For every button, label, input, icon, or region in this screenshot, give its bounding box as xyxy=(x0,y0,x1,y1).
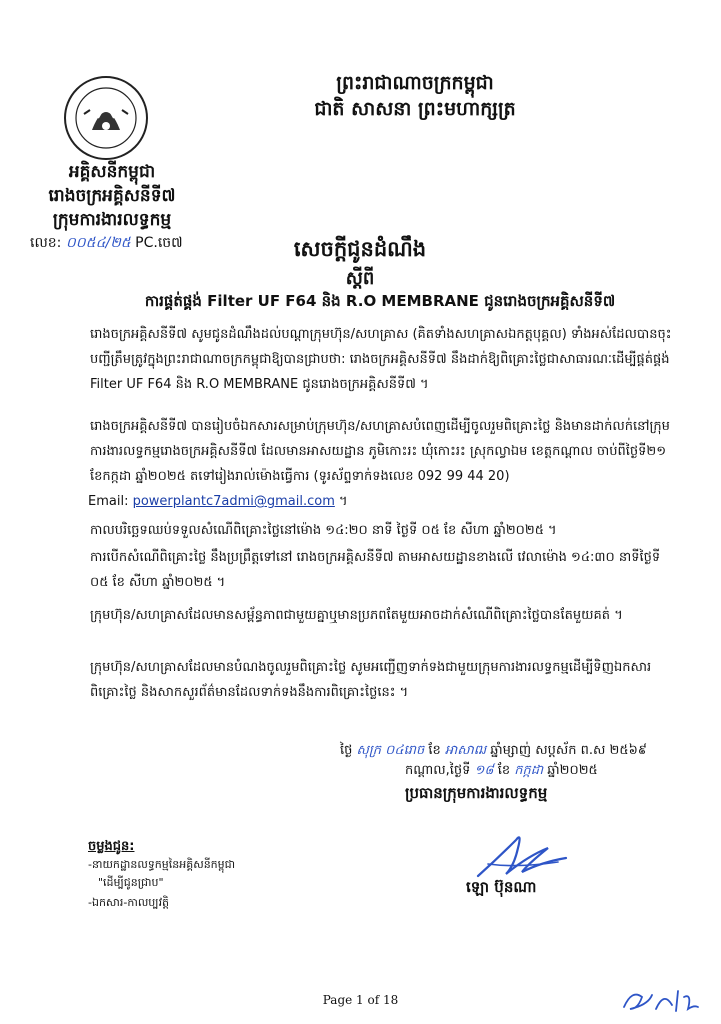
company-logo-seal xyxy=(62,74,150,162)
cc-item-1: -នាយកដ្ឋានលទ្ធកម្មនៃអគ្គិសនីកម្ពុជា xyxy=(88,858,236,871)
lunar-suffix: ឆ្នាំម្សាញ់ សប្តស័ក ព.ស ២៥៦៩ xyxy=(490,743,647,758)
cc-item-2: "ដើម្បីជូនជ្រាប" xyxy=(98,876,164,889)
email-label: Email: xyxy=(88,494,129,509)
email-line xyxy=(88,494,348,509)
reference-label: លេខ: xyxy=(30,235,62,251)
cc-title: ចម្លងជូន: xyxy=(88,839,135,854)
paragraph-2-text: រោងចក្រអគ្គិសនីទី៧ បានរៀបចំឯកសារសម្រាប់ក្រុមហ៊ុន/សហគ្រាសបំពេញដើម្បីចូលរួមពិគ្រោះថ្លៃ និងមានដាក់លក់នៅក្រុមការងារលទ្ធកម្មរោងចក្រអគ្គិសនីទី៧ ដែលមានអាសយដ្ឋាន ភូមិកោះរះ ឃុំកោះរះ ស្រុកល្វាឯម ខេត្តកណ្តាល ចាប់ពីថ្ងៃទី២១ ខែកក្កដា ឆ្នាំ២០២៥ តទៅរៀងរាល់ម៉ោងធ្វើការ (ទូរស័ព្ទទាក់ទងលេខ 092 99 44 20) xyxy=(90,419,670,484)
paragraph-4: ការបើកសំណើពិគ្រោះថ្លៃ នឹងប្រព្រឹត្តទៅនៅ រោងចក្រអគ្គិសនីទី៧ តាមអាសយដ្ឋានខាងលើ វេលាម៉ោង ១៤:៣០ នាទីថ្ងៃទី ០៥ ខែ សីហា ឆ្នាំ២០២៥ ។ xyxy=(90,550,661,590)
solar-day-handwritten: ១៨ xyxy=(474,763,494,778)
lunar-mid: ខែ xyxy=(428,743,441,758)
kingdom-title: ព្រះរាជាណាចក្រកម្ពុជា xyxy=(336,72,494,94)
cc-item-3: -ឯកសារ-កាលប្បវត្តិ xyxy=(88,896,170,909)
notice-title: សេចក្តីជូនដំណឹង xyxy=(293,237,427,261)
lunar-day-handwritten: សុក្រ ០៤រោច xyxy=(356,743,425,758)
page-number-text: Page 1 of 18 xyxy=(322,993,399,1007)
solar-prefix: កណ្តាល,ថ្ងៃទី xyxy=(405,763,471,778)
org-line-3: ក្រុមការងារលទ្ធកម្ម xyxy=(52,210,172,230)
paragraph-6: ក្រុមហ៊ុន/សហគ្រាសដែលមានបំណងចូលរួមពិគ្រោះថ្លៃ សូមអញ្ជើញទាក់ទងជាមួយក្រុមការងារលទ្ធកម្មដើម្បីទិញឯកសារពិគ្រោះថ្លៃ និងសាកសួរព័ត៌មានដែលទាក់ទងនឹងការពិគ្រោះថ្លៃនេះ ។ xyxy=(90,660,652,700)
solar-suffix: ឆ្នាំ២០២៥ xyxy=(547,763,598,778)
org-line-2: រោងចក្រអគ្គិសនីទី៧ xyxy=(48,186,176,206)
reference-suffix: PC.ចេ៧ xyxy=(135,235,183,251)
solar-mid: ខែ xyxy=(497,763,511,778)
solar-date xyxy=(405,762,675,781)
kingdom-header xyxy=(270,70,560,122)
paragraph-1: រោងចក្រអគ្គិសនីទី៧ សូមជូនដំណឹងដល់បណ្តាក្រុមហ៊ុន/សហគ្រាស (គិតទាំងសហគ្រាសឯកត្តបុគ្គល) ទាំងអស់ដែលបានចុះបញ្ជីត្រឹមត្រូវក្នុងព្រះរាជាណាចក្រកម្ពុជាឱ្យបានជ្រាបថា: រោងចក្រអគ្គិសនីទី៧ នឹងដាក់ឱ្យពិគ្រោះថ្លៃជាសាធារណៈដើម្បីផ្គត់ផ្គង់ Filter UF F64 និង R.O MEMBRANE ជូនរោងចក្រអគ្គិសនីទី៧ ។ xyxy=(90,327,672,392)
email-end: ។ xyxy=(339,494,348,509)
solar-month-handwritten: កក្កដា xyxy=(514,763,544,778)
signer-name: ឡោ ប៊ុនណា xyxy=(466,878,537,896)
paragraph-3: កាលបរិច្ឆេទឈប់ទទួលសំណើពិគ្រោះថ្លៃនៅម៉ោង ១៤:២០ នាទី ថ្ងៃទី ០៥ ខែ សីហា ឆ្នាំ២០២៥ ។ xyxy=(90,523,557,538)
reference-handwritten-number: ០០៥៤/២៥ xyxy=(65,235,131,251)
notice-about: ស្តីពី xyxy=(345,268,375,289)
page-number xyxy=(0,993,721,1007)
initials-signature xyxy=(618,983,702,1017)
lunar-date xyxy=(340,742,670,761)
signer-title: ប្រធានក្រុមការងារលទ្ធកម្ម xyxy=(405,784,548,802)
notice-subject: ការផ្គត់ផ្គង់ Filter UF F64 និង R.O MEMBRANE ជូនរោងចក្រអគ្គិសនីទី៧ xyxy=(144,292,616,310)
organization-block xyxy=(22,160,202,232)
lunar-month-handwritten: អាសាឍ xyxy=(444,743,487,758)
lunar-prefix: ថ្ងៃ xyxy=(340,743,353,758)
email-link[interactable]: powerplantc7admi@gmail.com xyxy=(132,494,335,509)
kingdom-motto: ជាតិ សាសនា ព្រះមហាក្សត្រ xyxy=(314,98,516,120)
paragraph-5: ក្រុមហ៊ុន/សហគ្រាសដែលមានសម្ព័ន្ធភាពជាមួយគ្នាឬមានប្រភពតែមួយអាចដាក់សំណើពិគ្រោះថ្លៃបានតែមួយគត់ ។ xyxy=(90,608,623,623)
paragraph-2 xyxy=(90,414,675,514)
org-line-1: អគ្គិសនីកម្ពុជា xyxy=(68,162,156,182)
